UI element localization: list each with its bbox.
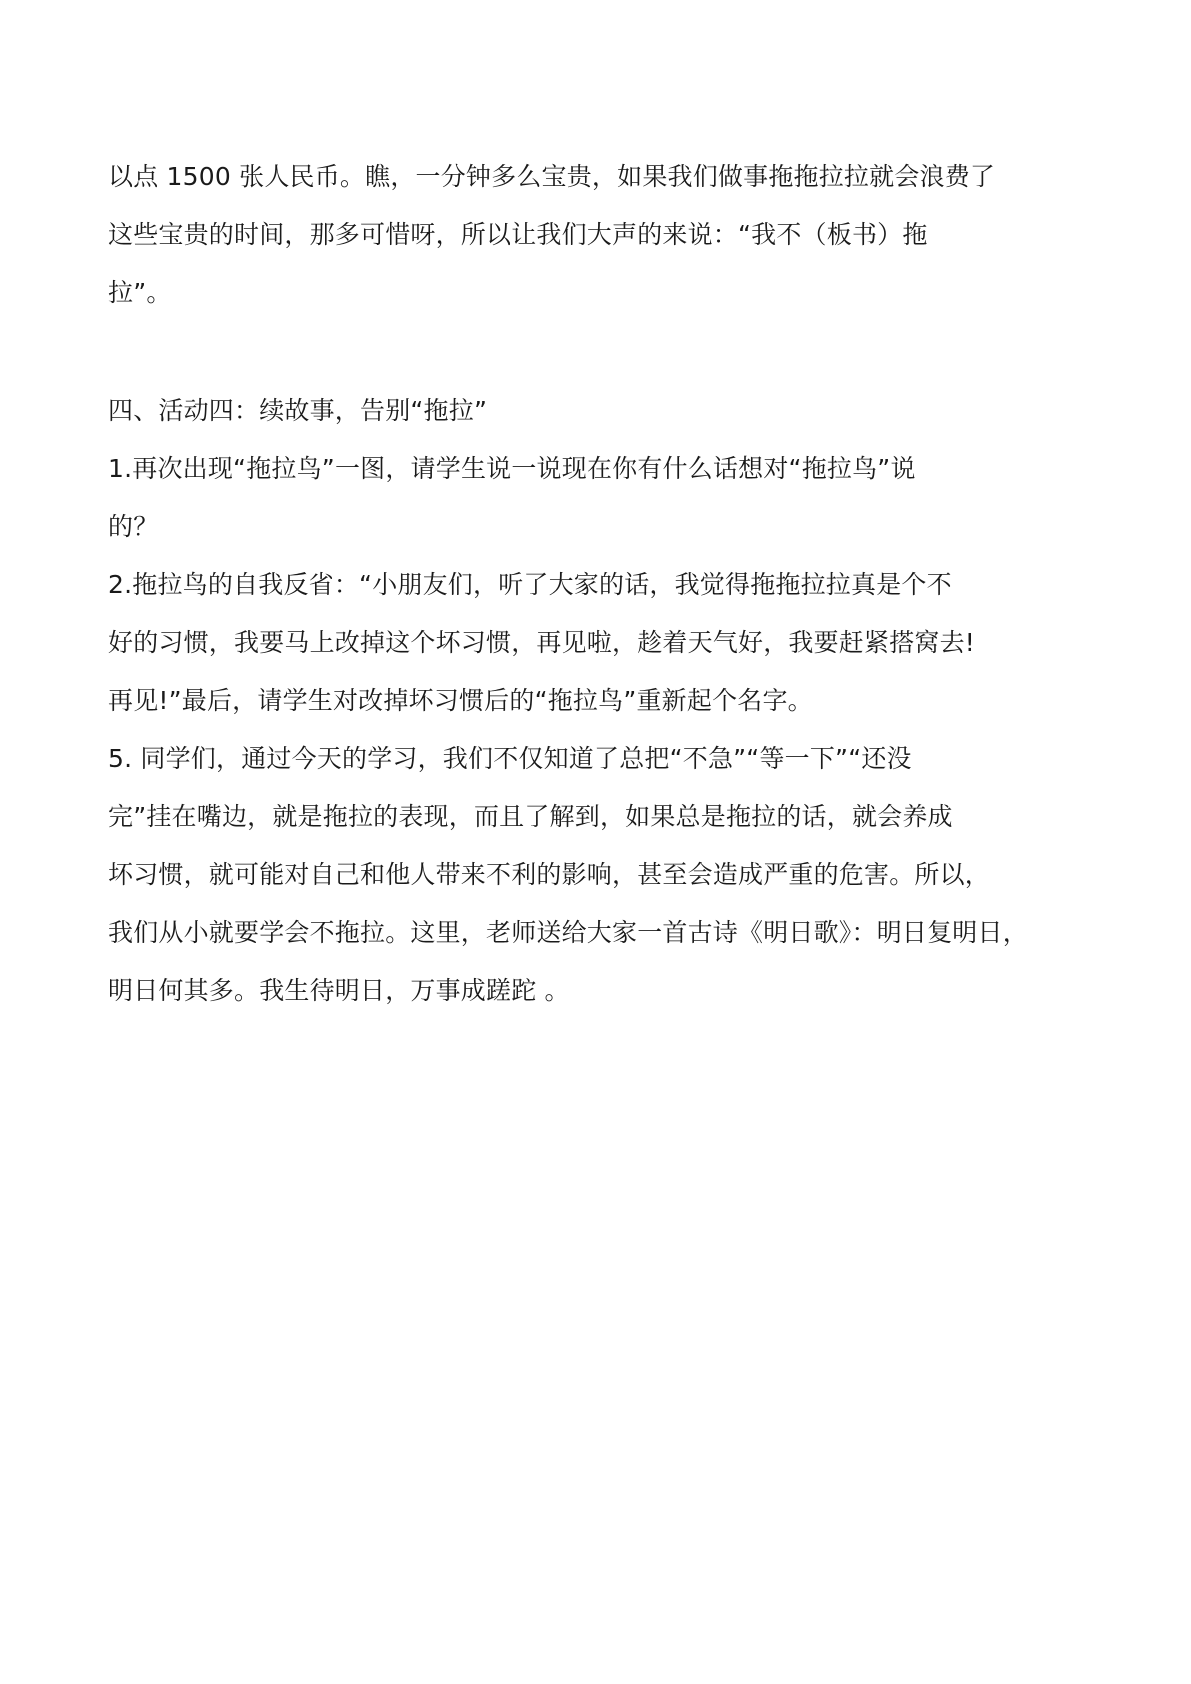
item-5-line: 我们从小就要学会不拖拉。这里，老师送给大家一首古诗《明日歌》：明日复明日， [108, 918, 1028, 947]
item-1-line: 的？ [108, 512, 159, 541]
paragraph-line: 拉”。 [108, 278, 172, 307]
section-heading: 四、活动四：续故事，告别“拖拉” [108, 396, 488, 425]
item-2-line: 好的习惯，我要马上改掉这个坏习惯，再见啦，趁着天气好，我要赶紧搭窝去! [108, 628, 976, 657]
item-5-line: 5. 同学们，通过今天的学习，我们不仅知道了总把“不急”“等一下”“还没 [108, 744, 912, 773]
item-5-line: 坏习惯，就可能对自己和他人带来不利的影响，甚至会造成严重的危害。所以， [108, 860, 991, 889]
item-2-line: 2.拖拉鸟的自我反省：“小朋友们，听了大家的话，我觉得拖拖拉拉真是个不 [108, 570, 952, 599]
paragraph-line: 这些宝贵的时间，那多可惜呀，所以让我们大声的来说：“我不（板书）拖 [108, 220, 928, 249]
paragraph-line: 以点 1500 张人民币。瞧，一分钟多么宝贵，如果我们做事拖拖拉拉就会浪费了 [108, 162, 996, 191]
item-1-line: 1.再次出现“拖拉鸟”一图，请学生说一说现在你有什么话想对“拖拉鸟”说 [108, 454, 916, 483]
item-5-line: 明日何其多。我生待明日，万事成蹉跎 。 [108, 976, 570, 1005]
item-5-line: 完”挂在嘴边，就是拖拉的表现，而且了解到，如果总是拖拉的话，就会养成 [108, 802, 953, 831]
item-2-line: 再见!”最后，请学生对改掉坏习惯后的“拖拉鸟”重新起个名字。 [108, 686, 813, 715]
